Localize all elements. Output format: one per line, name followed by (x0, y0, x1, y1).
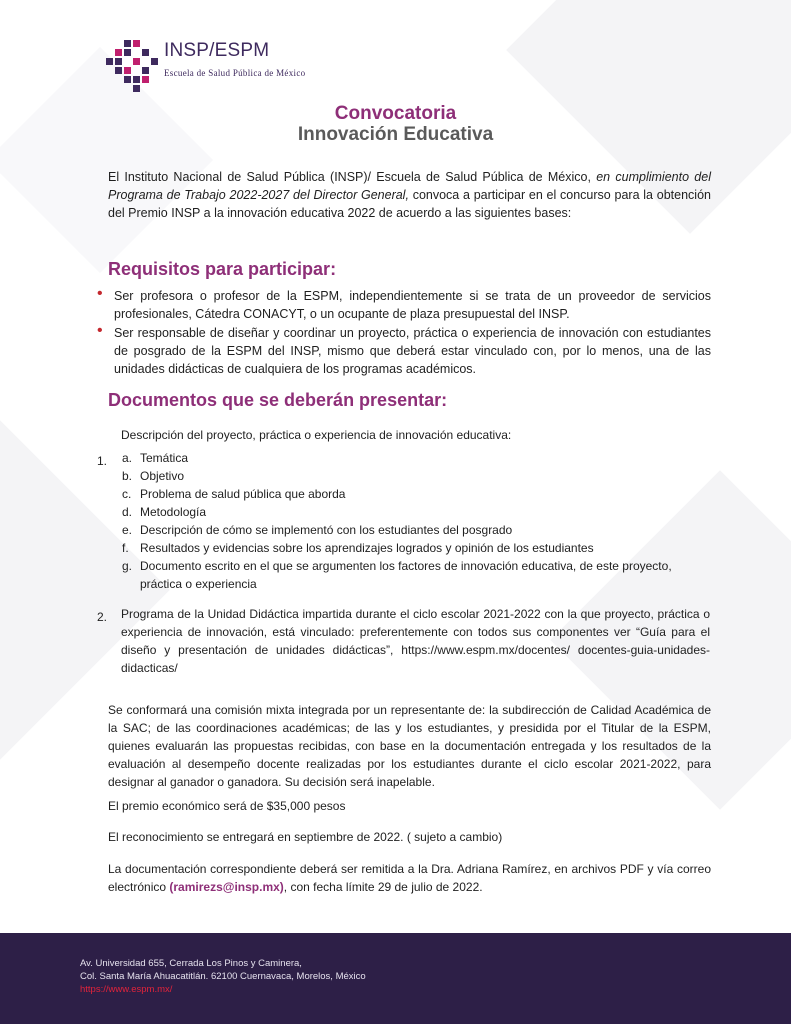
list-item-text: Objetivo (140, 469, 185, 483)
bullet-icon: • (97, 322, 103, 339)
logo-mark-icon (106, 38, 162, 94)
list-item-letter: f. (122, 541, 129, 555)
list-item (122, 467, 690, 485)
list-item (122, 449, 690, 467)
intro-italic: en cumplimiento del Programa de Trabajo 2022-2027 del Director General, (108, 170, 711, 202)
requisitos-heading: Requisitos para participar: (108, 259, 337, 279)
requisito-item: Ser responsable de diseñar y coordinar un proyecto, práctica o experiencia de innovación con estudiantes de posgrado de la ESPM del INSP, mismo que deberá estar vinculado con, por lo menos, una de las unidades didácticas de cualquiera de los programas académicos. (114, 326, 711, 376)
list-item (122, 539, 690, 557)
list-item-text: Metodología (140, 505, 207, 519)
premio-text: El premio económico será de $35,000 pesos (108, 799, 346, 813)
list-item-letter: e. (122, 523, 133, 537)
list-item-text: Descripción de cómo se implementó con los estudiantes del posgrado (140, 523, 513, 537)
list-item-text: Temática (140, 451, 189, 465)
page-title: Convocatoria (334, 103, 457, 124)
footer (0, 933, 791, 1024)
bullet-icon: • (97, 285, 103, 302)
footer-address-line-1: Av. Universidad 655, Cerrada Los Pinos y Caminera, (80, 958, 302, 969)
page-subtitle: Innovación Educativa (297, 124, 494, 145)
reconocimiento-text: El reconocimiento se entregará en septiembre de 2022. ( sujeto a cambio) (108, 830, 503, 844)
footer-website-link[interactable]: https://www.espm.mx/ (80, 984, 173, 995)
documento-2-number: 2. (97, 610, 108, 624)
list-item (122, 557, 690, 593)
footer-address-line-2: Col. Santa María Ahuacatitlán. 62100 Cuernavaca, Morelos, México (80, 971, 366, 982)
documentacion-text-2: , con fecha límite 29 de julio de 2022. (283, 880, 483, 894)
documento-1-number: 1. (97, 454, 108, 468)
comision-paragraph: Se conformará una comisión mixta integrada por un representante de: la subdirección de Calidad Académica de la SAC; de las coordinaciones académicas; de las y los estudiantes, y presidida por el Titular de la ESPM, quienes evaluarán las propuestas recibidas, con base en la documentación entregada y los resultados de la evaluación al desempeño docente realizadas por los estudiantes durante el ciclo escolar 2021-2022, para designar al ganador o ganadora. Su decisión será inapelable. (108, 703, 711, 789)
documentacion-paragraph (108, 860, 711, 896)
intro-text-2: convoca a participar en el concurso para la obtención del Premio INSP a la innovación educativa 2022 de acuerdo a las siguientes bases: (108, 188, 711, 220)
documentacion-text-1: La documentación correspondiente deberá ser remitida a la Dra. Adriana Ramírez, en archivos PDF y vía correo electrónico (108, 862, 711, 894)
list-item-letter: d. (122, 505, 133, 519)
list-item-text: Problema de salud pública que aborda (140, 487, 346, 501)
list-item-letter: a. (122, 451, 133, 465)
insp-espm-logo (106, 38, 336, 94)
email-link[interactable]: (ramirezs@insp.mx) (169, 880, 284, 894)
documento-2-text: Programa de la Unidad Didáctica impartida durante el ciclo escolar 2021-2022 con la que proyecto, práctica o experiencia de innovación, está vinculado: preferentemente con todos sus componentes ver “Guía para el diseño y presentación de unidades didácticas”, https://www.espm.mx/docentes/ docentes-guia-unidades-didacticas/ (121, 607, 710, 675)
list-item-letter: c. (122, 487, 132, 501)
logo-title: INSP/ESPM (164, 40, 270, 61)
list-item-text: Documento escrito en el que se argumenten los factores de innovación educativa, de este proyecto, práctica o experiencia (140, 559, 672, 591)
list-item-text: Resultados y evidencias sobre los aprendizajes logrados y opinión de los estudiantes (140, 541, 594, 555)
list-item (122, 485, 690, 503)
documentos-heading: Documentos que se deberán presentar: (108, 390, 448, 410)
logo-subtitle: Escuela de Salud Pública de México (164, 68, 306, 78)
list-item-letter: g. (122, 559, 133, 573)
list-item (122, 503, 690, 521)
list-item-letter: b. (122, 469, 133, 483)
documento-1-intro: Descripción del proyecto, práctica o experiencia de innovación educativa: (121, 428, 512, 442)
intro-text-1: El Instituto Nacional de Salud Pública (INSP)/ Escuela de Salud Pública de México, (108, 170, 597, 184)
intro-paragraph (108, 168, 711, 222)
list-item (122, 521, 690, 539)
requisito-item: Ser profesora o profesor de la ESPM, independientemente si se trata de un proveedor de servicios profesionales, Cátedra CONACYT, o un ocupante de plaza presupuestal del INSP. (114, 289, 711, 321)
